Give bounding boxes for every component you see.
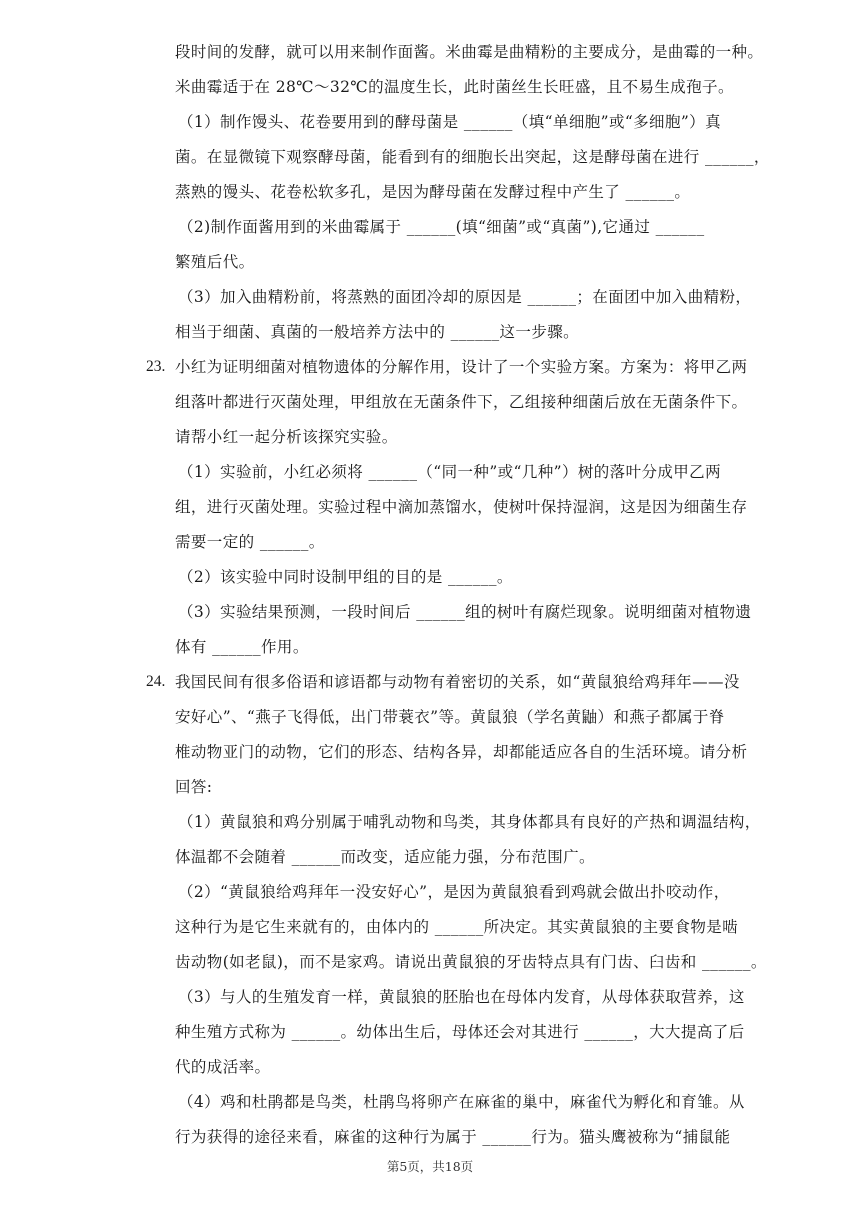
text-line: 小红为证明细菌对植物遗体的分解作用，设计了一个实验方案。方案为：将甲乙两 [175, 358, 748, 376]
text-line: 椎动物亚门的动物，它们的形态、结构各异，却都能适应各自的生活环境。请分析 [175, 743, 748, 761]
text-line: （1）实验前，小红必须将 ______（“同一种”或“几种”）树的落叶分成甲乙两 [178, 463, 721, 481]
text-line: 这种行为是它生来就有的，由体内的 ______所决定。其实黄鼠狼的主要食物是啮 [175, 918, 739, 936]
text-line: （2）该实验中同时设制甲组的目的是 ______。 [178, 568, 513, 586]
text-line: 相当于细菌、真菌的一般培养方法中的 ______这一步骤。 [175, 323, 580, 341]
text-line: （4）鸡和杜鹃都是鸟类，杜鹃鸟将卵产在麻雀的巢中，麻雀代为孵化和育雏。从 [178, 1093, 745, 1111]
text-line: （3）与人的生殖发育一样，黄鼠狼的胚胎也在母体内发育，从母体获取营养，这 [178, 988, 745, 1006]
text-line: （1）制作馒头、花卷要用到的酵母菌是 ______（填“单细胞”或“多细胞”）真 [178, 113, 721, 131]
text-line: 段时间的发酵，就可以用来制作面酱。米曲霉是曲精粉的主要成分，是曲霉的一种。 [175, 43, 764, 61]
text-line: （3）加入曲精粉前，将蒸熟的面团冷却的原因是 ______；在面团中加入曲精粉， [178, 288, 752, 306]
text-line: 回答: [175, 778, 213, 796]
page-footer: 第5页，共18页 [386, 1159, 474, 1174]
text-line: 我国民间有很多俗语和谚语都与动物有着密切的关系，如“黄鼠狼给鸡拜年——没 [175, 673, 740, 691]
text-line: 体有 ______作用。 [175, 638, 309, 656]
text-line: 请帮小红一起分析该探究实验。 [175, 428, 398, 446]
text-line: （3）实验结果预测，一段时间后 ______组的树叶有腐烂现象。说明细菌对植物遗 [178, 603, 752, 621]
text-line: 体温都不会随着 ______而改变，适应能力强，分布范围广。 [175, 848, 595, 866]
text-line: 种生殖方式称为 ______。幼体出生后，母体还会对其进行 ______，大大提高了后 [175, 1023, 745, 1041]
text-line: 组落叶都进行灭菌处理，甲组放在无菌条件下，乙组接种细菌后放在无菌条件下。 [175, 393, 748, 411]
text-line: 繁殖后代。 [175, 253, 255, 271]
text-line: （1）黄鼠狼和鸡分别属于哺乳动物和鸟类，其身体都具有良好的产热和调温结构， [178, 813, 761, 831]
text-line: （2)制作面酱用到的米曲霉属于 ______(填“细菌”或“真菌”),它通过 ______ [178, 218, 705, 236]
text-line: 菌。在显微镜下观察酵母菌，能看到有的细胞长出突起，这是酵母菌在进行 ______， [175, 148, 770, 166]
text-line: 米曲霉适于在 28℃～32℃的温度生长，此时菌丝生长旺盛，且不易生成孢子。 [175, 78, 734, 96]
text-line: 行为获得的途径来看，麻雀的这种行为属于 ______行为。猫头鹰被称为“捕鼠能 [175, 1128, 731, 1146]
text-line: 齿动物(如老鼠)，而不是家鸡。请说出黄鼠狼的牙齿特点具有门齿、臼齿和 ______。 [175, 953, 767, 971]
question-number-23: 23. [146, 358, 166, 375]
text-line: 组，进行灭菌处理。实验过程中滴加蒸馏水，使树叶保持湿润，这是因为细菌生存 [175, 498, 748, 516]
text-line: 需要一定的 ______。 [175, 533, 325, 551]
text-line: （2）“黄鼠狼给鸡拜年一没安好心”，是因为黄鼠狼看到鸡就会做出扑咬动作， [178, 883, 730, 901]
text-line: 代的成活率。 [175, 1058, 271, 1076]
text-line: 蒸熟的馒头、花卷松软多孔，是因为酵母菌在发酵过程中产生了 ______。 [175, 183, 691, 201]
question-number-24: 24. [146, 673, 166, 690]
text-line: 安好心”、“燕子飞得低，出门带蓑衣”等。黄鼠狼（学名黄鼬）和燕子都属于脊 [175, 708, 725, 726]
